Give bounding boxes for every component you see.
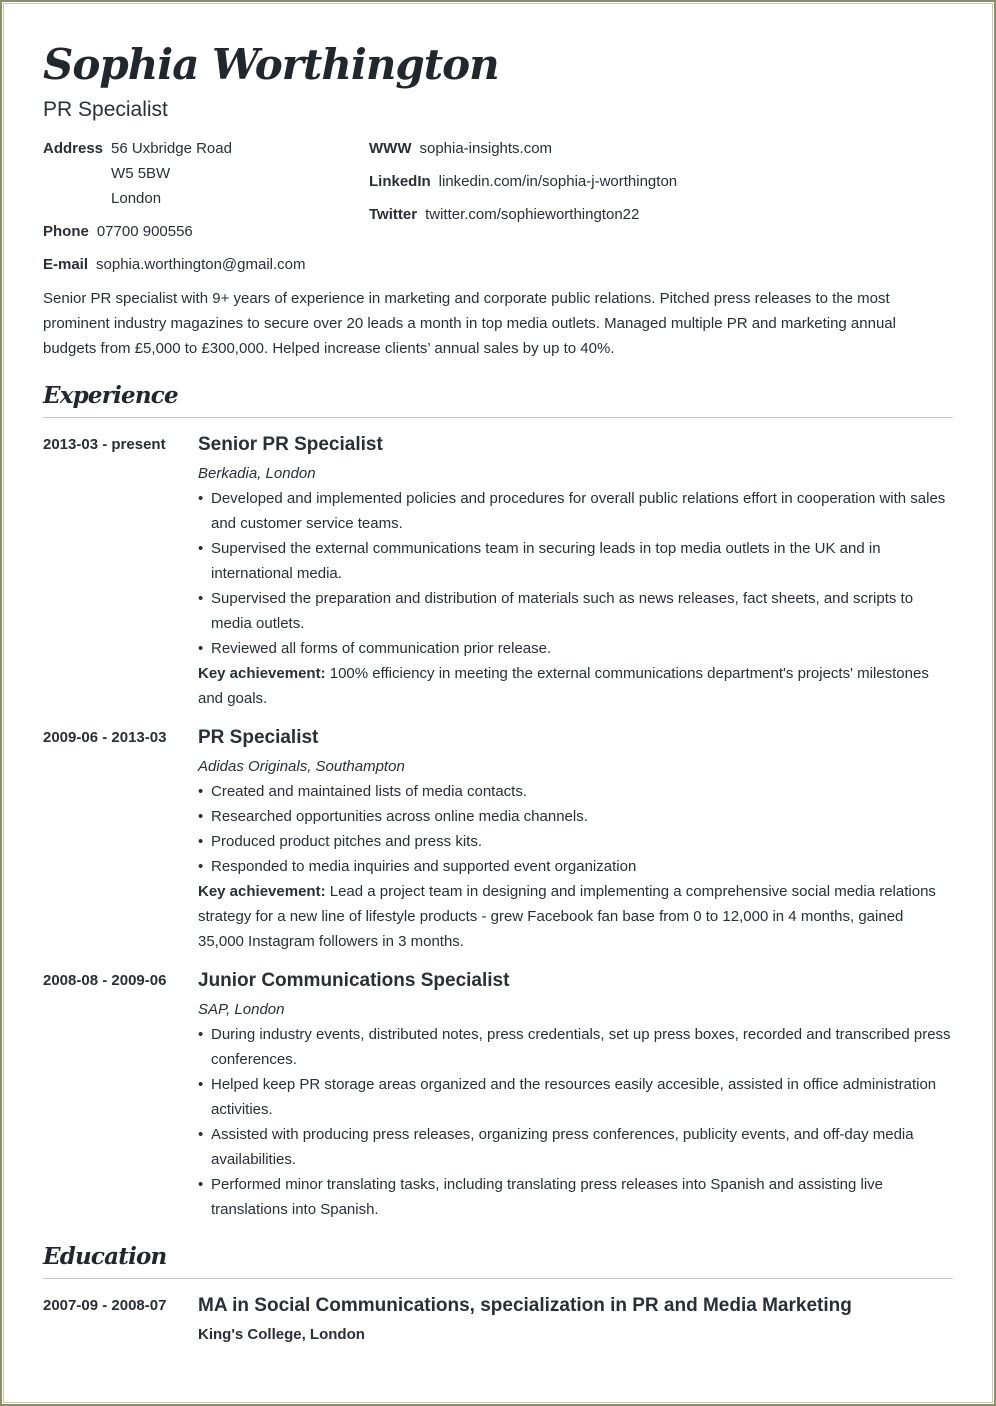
entry-body bbox=[198, 968, 953, 1222]
entry-title: PR Specialist bbox=[198, 727, 319, 748]
contact-block bbox=[43, 136, 953, 286]
bullet-item: • Supervised the preparation and distribution of materials such as news releases, fact sheets, and scripts to media outlets. bbox=[198, 586, 953, 636]
entry-title: Senior PR Specialist bbox=[198, 434, 383, 455]
key-achievement bbox=[198, 661, 953, 711]
bullet-item: • During industry events, distributed notes, press credentials, set up press boxes, recorded and transcribed press conferences. bbox=[198, 1022, 953, 1072]
bullet-item: • Supervised the external communications team in securing leads in top media outlets in the UK and in international media. bbox=[198, 536, 953, 586]
bullet-item: • Assisted with producing press releases, organizing press conferences, publicity events, and off-day media availabilities. bbox=[198, 1122, 953, 1172]
email-row bbox=[43, 252, 306, 277]
linkedin-label: LinkedIn bbox=[369, 173, 431, 190]
address-label: Address bbox=[43, 140, 104, 157]
bullet-item: • Responded to media inquiries and supported event organization bbox=[198, 854, 953, 879]
contact-right-column bbox=[369, 136, 677, 235]
degree-title: MA in Social Communications, specialization in PR and Media Marketing bbox=[198, 1295, 852, 1316]
address-line-1: 56 Uxbridge Road bbox=[111, 140, 232, 157]
entry-company: SAP, London bbox=[198, 1001, 285, 1018]
address-line-3: London bbox=[111, 190, 162, 207]
contact-left-column bbox=[43, 136, 306, 285]
entry-dates: 2008-08 - 2009-06 bbox=[43, 972, 167, 989]
entry-body bbox=[198, 725, 953, 954]
www-row bbox=[369, 136, 677, 161]
email-label: E-mail bbox=[43, 256, 89, 273]
experience-entry bbox=[43, 432, 953, 711]
key-achievement-text: 100% efficiency in meeting the external communications department's projects' milestones and goals. bbox=[198, 665, 929, 707]
bullet-item: • Reviewed all forms of communication prior release. bbox=[198, 636, 953, 661]
school-name: King's College, London bbox=[198, 1326, 365, 1343]
entry-dates: 2007-09 - 2008-07 bbox=[43, 1297, 167, 1314]
resume-page bbox=[43, 38, 953, 1347]
key-achievement-label: Key achievement: bbox=[198, 665, 326, 682]
key-achievement-text: Lead a project team in designing and implementing a comprehensive social media relations strategy for a new line of lifestyle products - grew Facebook fan base from 0 to 12,000 in 4 months, gained 35,000 Instagram followers in 3 months. bbox=[198, 883, 936, 950]
address-row bbox=[43, 136, 306, 211]
entry-dates: 2013-03 - present bbox=[43, 436, 166, 453]
entry-bullets bbox=[198, 486, 953, 661]
entry-bullets bbox=[198, 1022, 953, 1222]
job-title: PR Specialist bbox=[43, 98, 168, 121]
education-divider bbox=[43, 1278, 953, 1279]
entry-company: Berkadia, London bbox=[198, 465, 316, 482]
entry-dates: 2009-06 - 2013-03 bbox=[43, 729, 167, 746]
twitter-label: Twitter bbox=[369, 206, 418, 223]
address-lines bbox=[111, 136, 232, 211]
key-achievement bbox=[198, 879, 953, 954]
phone-value: 07700 900556 bbox=[96, 223, 193, 240]
www-value: sophia-insights.com bbox=[419, 140, 553, 157]
twitter-row bbox=[369, 202, 677, 227]
email-value: sophia.worthington@gmail.com bbox=[96, 256, 306, 273]
bullet-item: • Performed minor translating tasks, including translating press releases into Spanish and assisting live translations into Spanish. bbox=[198, 1172, 953, 1222]
key-achievement-label: Key achievement: bbox=[198, 883, 326, 900]
experience-heading: Experience bbox=[43, 382, 178, 409]
entry-title: Junior Communications Specialist bbox=[198, 970, 510, 991]
education-heading: Education bbox=[43, 1243, 167, 1270]
bullet-item: • Researched opportunities across online media channels. bbox=[198, 804, 953, 829]
twitter-value: twitter.com/sophieworthington22 bbox=[425, 206, 640, 223]
linkedin-row bbox=[369, 169, 677, 194]
profile-summary: Senior PR specialist with 9+ years of experience in marketing and corporate public relations. Pitched press releases to the most prominent industry magazines to secure over 20 leads a month in top media outlets. Managed multiple PR and marketing annual budgets from £5,000 to £300,000. Helped increase clients’ annual sales by up to 40%. bbox=[43, 290, 896, 357]
linkedin-value: linkedin.com/in/sophia-j-worthington bbox=[438, 173, 678, 190]
experience-entry bbox=[43, 968, 953, 1222]
www-label: WWW bbox=[369, 140, 412, 157]
experience-entry bbox=[43, 725, 953, 954]
entry-bullets bbox=[198, 779, 953, 879]
entry-company: Adidas Originals, Southampton bbox=[198, 758, 405, 775]
bullet-item: • Helped keep PR storage areas organized and the resources easily accesible, assisted in office administration activities. bbox=[198, 1072, 953, 1122]
phone-label: Phone bbox=[43, 223, 89, 240]
experience-divider bbox=[43, 417, 953, 418]
phone-row bbox=[43, 219, 306, 244]
address-line-2: W5 5BW bbox=[111, 165, 171, 182]
education-entry bbox=[43, 1293, 953, 1347]
candidate-name: Sophia Worthington bbox=[43, 40, 499, 89]
bullet-item: • Developed and implemented policies and procedures for overall public relations effort in cooperation with sales and customer service teams. bbox=[198, 486, 953, 536]
bullet-item: • Produced product pitches and press kits. bbox=[198, 829, 953, 854]
entry-body bbox=[198, 432, 953, 711]
entry-body bbox=[198, 1293, 953, 1347]
bullet-item: • Created and maintained lists of media contacts. bbox=[198, 779, 953, 804]
